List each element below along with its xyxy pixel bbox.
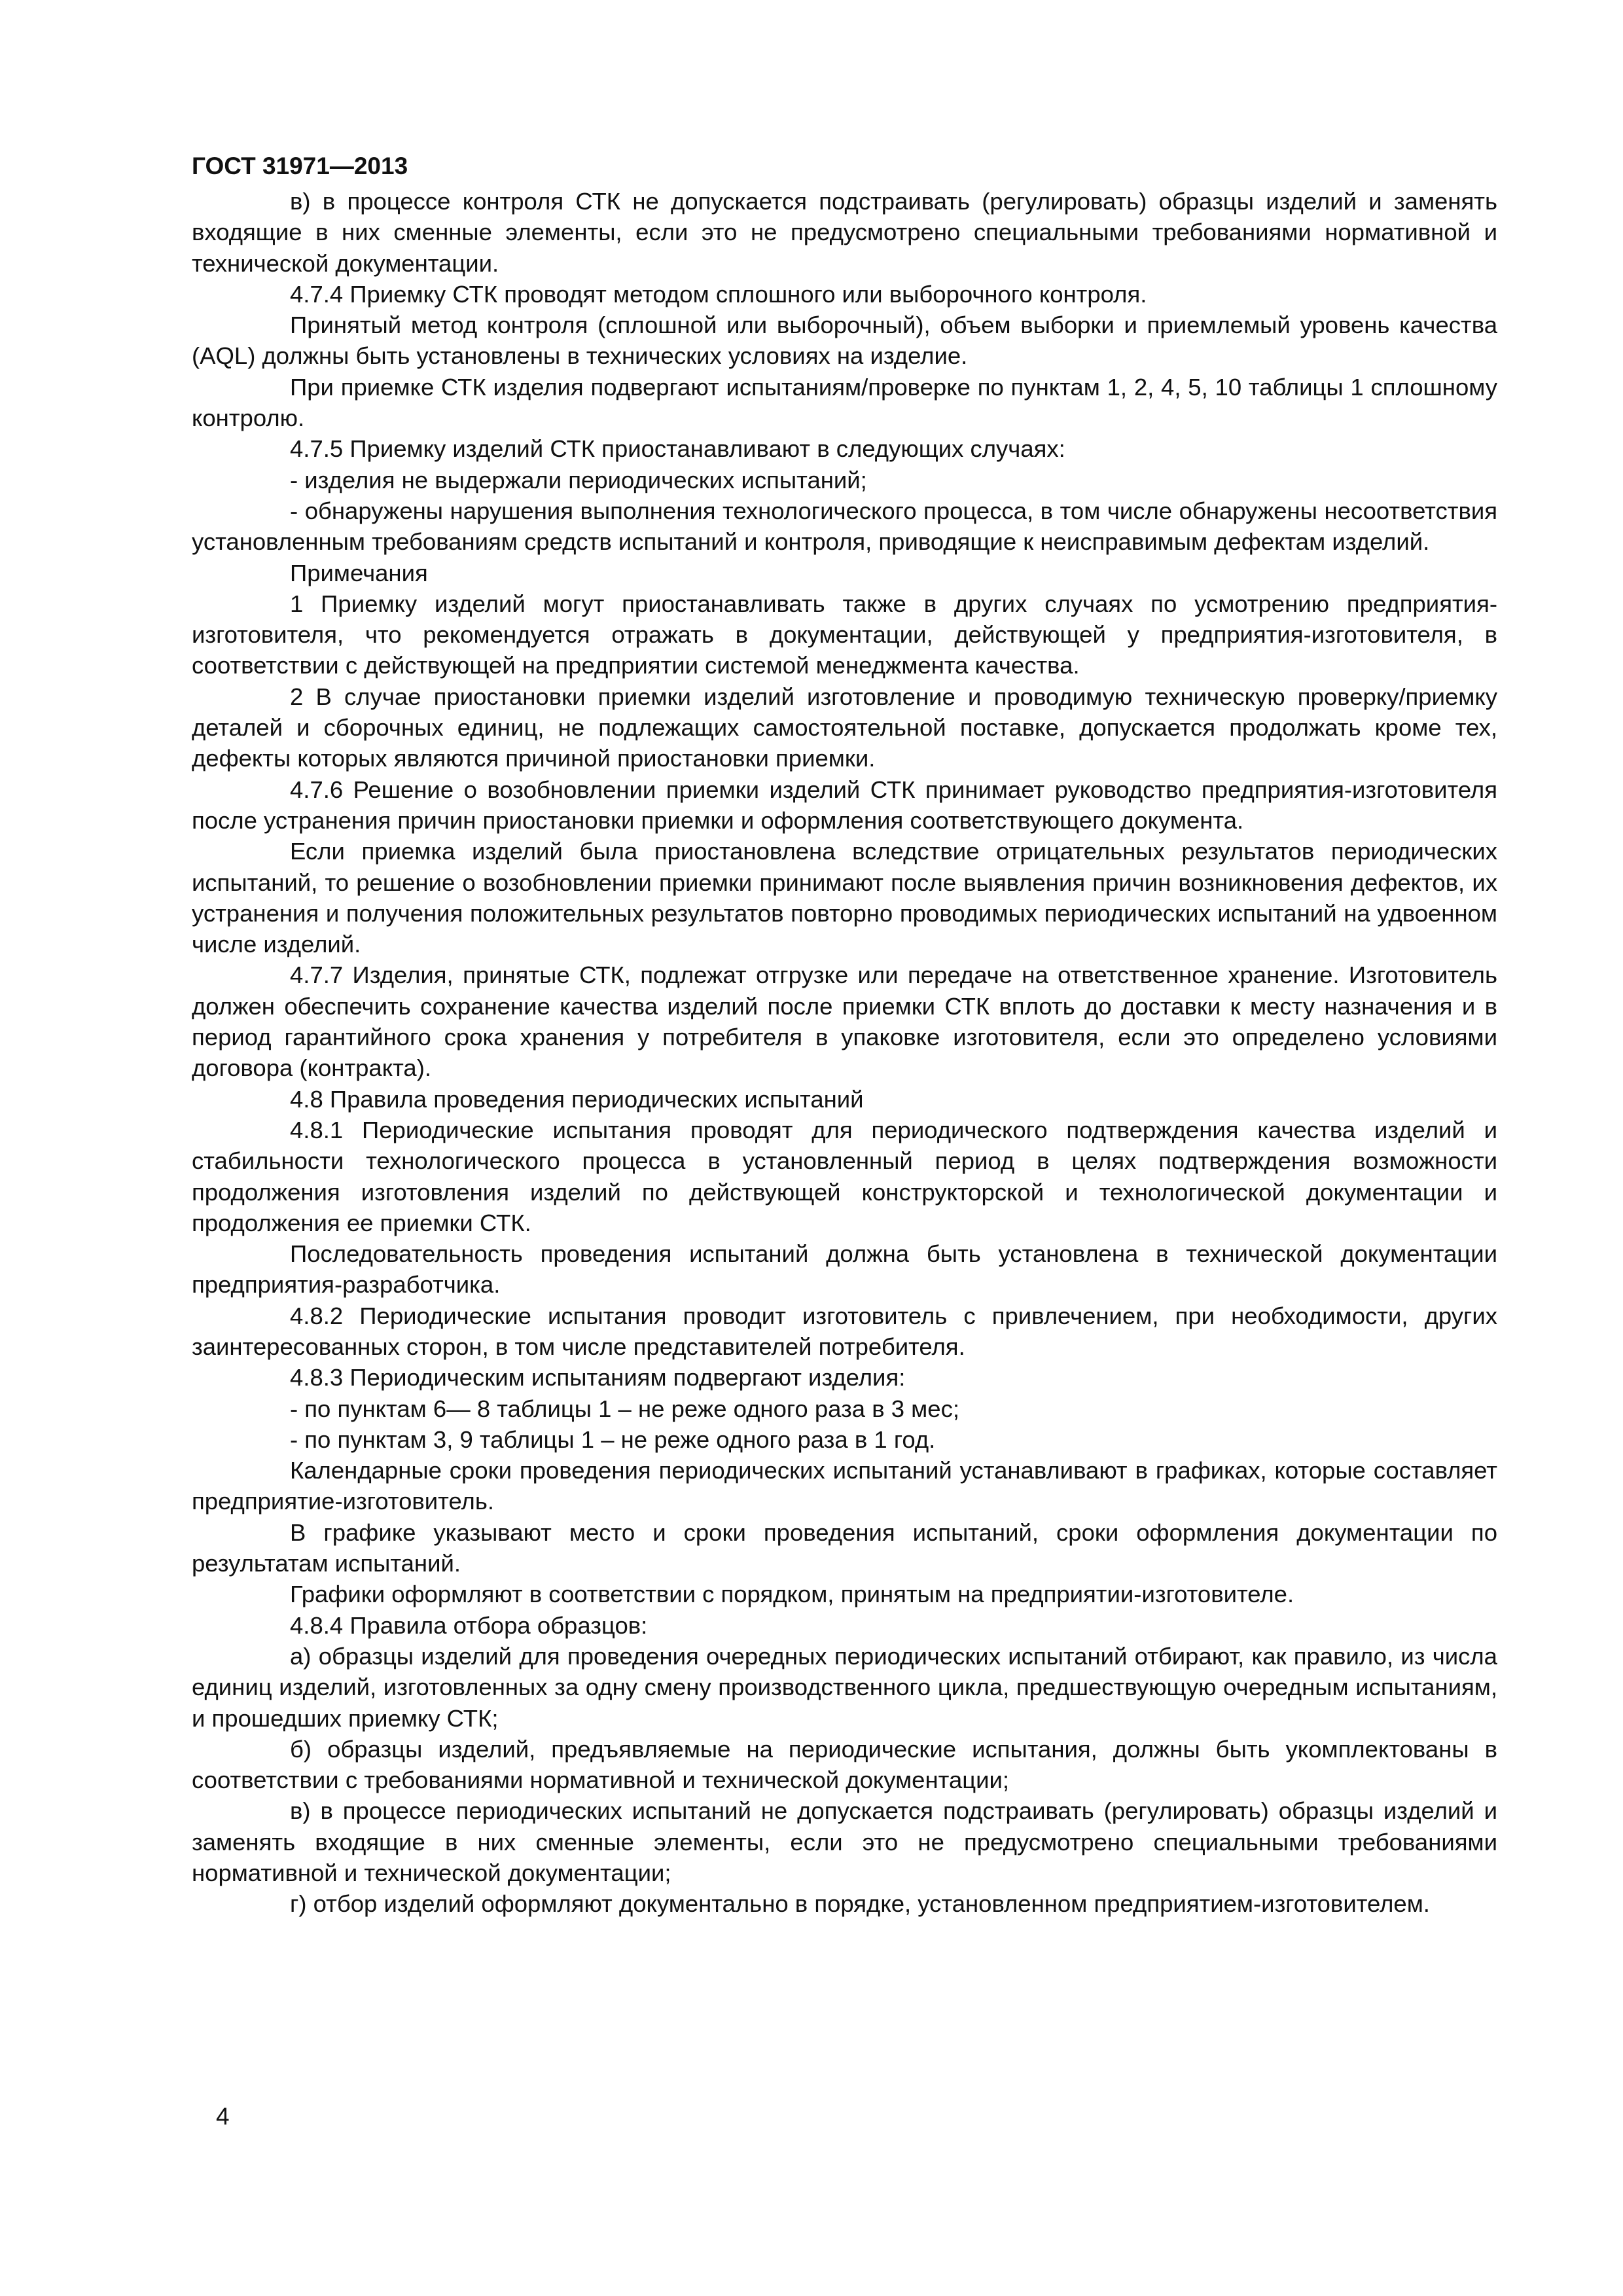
- paragraph: В графике указывают место и сроки проведения испытаний, сроки оформления документации по результатам испытаний.: [192, 1518, 1497, 1577]
- list-item: в) в процессе периодических испытаний не допускается подстраивать (регулировать) образцы изделий и заменять входящие в них сменные элементы, если это не предусмотрено специальными требованиями нормативной и технической документации;: [192, 1797, 1497, 1887]
- document-body: [192, 186, 1497, 1920]
- list-item: - обнаружены нарушения выполнения технологического процесса, в том числе обнаружены несоответствия установленным требованиям средств испытаний и контроля, приводящие к неисправимым дефектам изделий.: [192, 497, 1497, 556]
- paragraph: 4.7.6 Решение о возобновлении приемки изделий СТК принимает руководство предприятия-изготовителя после устранения причин приостановки приемки и оформления соответствующего документа.: [192, 776, 1497, 834]
- paragraph: Календарные сроки проведения периодических испытаний устанавливают в графиках, которые составляет предприятие-изготовитель.: [192, 1457, 1497, 1515]
- list-item: а) образцы изделий для проведения очередных периодических испытаний отбирают, как правило, из числа единиц изделий, изготовленных за одну смену производственного цикла, предшествующую очередным испытаниям, и прошедших приемку СТК;: [192, 1642, 1497, 1732]
- paragraph: Графики оформляют в соответствии с порядком, принятым на предприятии-изготовителе.: [290, 1581, 1294, 1608]
- paragraph: Если приемка изделий была приостановлена вследствие отрицательных результатов периодических испытаний, то решение о возобновлении приемки принимают после выявления причин возникновения дефектов, их устранения и получения положительных результатов повторно проводимых периодических испытаний на удвоенном числе изделий.: [192, 838, 1497, 958]
- list-item: - изделия не выдержали периодических испытаний;: [290, 466, 867, 493]
- paragraph: При приемке СТК изделия подвергают испытаниям/проверке по пунктам 1, 2, 4, 5, 10 таблицы 1 сплошному контролю.: [192, 373, 1497, 432]
- paragraph: 4.7.5 Приемку изделий СТК приостанавливают в следующих случаях:: [290, 435, 1065, 463]
- paragraph: 4.8.3 Периодическим испытаниям подвергают изделия:: [290, 1364, 906, 1391]
- paragraph: 4.8.2 Периодические испытания проводит изготовитель с привлечением, при необходимости, других заинтересованных сторон, в том числе представителей потребителя.: [192, 1302, 1497, 1360]
- page-number: 4: [216, 2103, 230, 2130]
- paragraph: 4.7.4 Приемку СТК проводят методом сплошного или выборочного контроля.: [290, 280, 1147, 308]
- section-heading: 4.8 Правила проведения периодических испытаний: [290, 1085, 864, 1113]
- list-item: - по пунктам 6— 8 таблицы 1 – не реже одного раза в 3 мес;: [290, 1395, 959, 1422]
- list-item: - по пунктам 3, 9 таблицы 1 – не реже одного раза в 1 год.: [290, 1426, 936, 1453]
- document-header-id: ГОСТ 31971—2013: [192, 152, 408, 179]
- notes-heading: Примечания: [290, 559, 428, 586]
- list-item: б) образцы изделий, предъявляемые на периодические испытания, должны быть укомплектованы в соответствии с требованиями нормативной и технической документации;: [192, 1735, 1497, 1794]
- paragraph: 4.8.1 Периодические испытания проводят для периодического подтверждения качества изделий и стабильности технологического процесса в установленный период в целях подтверждения возможности продолжения изготовления изделий по действующей конструкторской и технологической документации и продолжения ее приемки СТК.: [192, 1116, 1497, 1236]
- paragraph: Принятый метод контроля (сплошной или выборочный), объем выборки и приемлемый уровень качества (AQL) должны быть установлены в технических условиях на изделие.: [192, 312, 1497, 370]
- note-item: 1 Приемку изделий могут приостанавливать также в других случаях по усмотрению предприятия-изготовителя, что рекомендуется отражать в документации, действующей у предприятия-изготовителя, в соответствии с действующей на предприятии системой менеджмента качества.: [192, 590, 1497, 679]
- paragraph: в) в процессе контроля СТК не допускается подстраивать (регулировать) образцы изделий и заменять входящие в них сменные элементы, если это не предусмотрено специальными требованиями нормативной и технической документации.: [192, 188, 1497, 277]
- paragraph: Последовательность проведения испытаний должна быть установлена в технической документации предприятия-разработчика.: [192, 1240, 1497, 1299]
- note-item: 2 В случае приостановки приемки изделий изготовление и проводимую техническую проверку/приемку деталей и сборочных единиц, не подлежащих самостоятельной поставке, допускается продолжать кроме тех, дефекты которых являются причиной приостановки приемки.: [192, 683, 1497, 772]
- paragraph: 4.8.4 Правила отбора образцов:: [290, 1611, 648, 1639]
- list-item: г) отбор изделий оформляют документально в порядке, установленном предприятием-изготовителем.: [290, 1890, 1430, 1918]
- paragraph: 4.7.7 Изделия, принятые СТК, подлежат отгрузке или передаче на ответственное хранение. Изготовитель должен обеспечить сохранение качества изделий после приемки СТК вплоть до доставки к месту назначения и в период гарантийного срока хранения у потребителя в упаковке изготовителя, если это определено условиями договора (контракта).: [192, 961, 1497, 1082]
